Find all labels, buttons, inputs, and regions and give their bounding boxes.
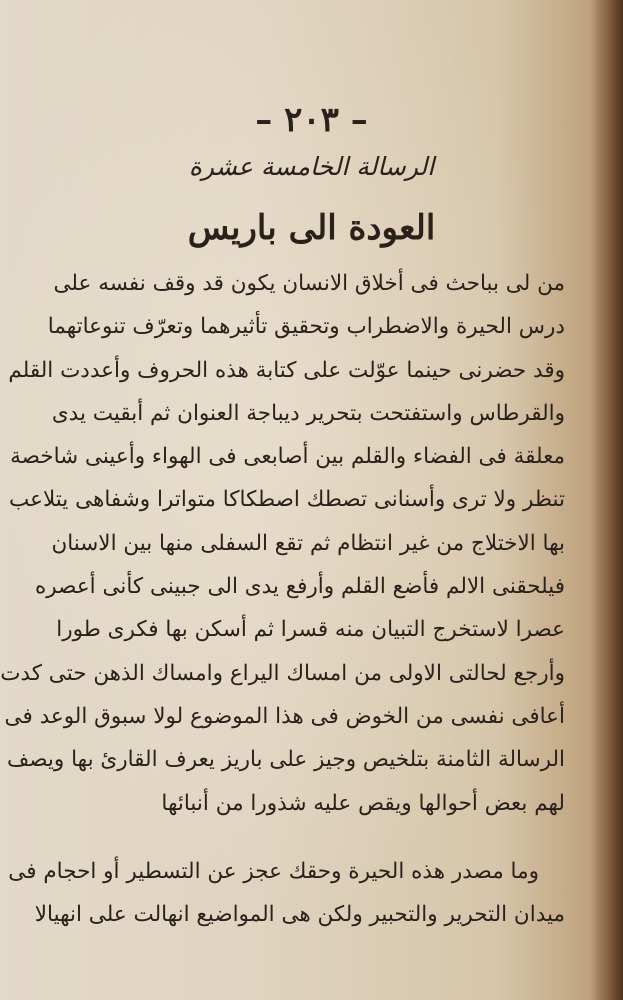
text-line: الرسالة الثامنة بتلخيص وجيز على باريز يعرف القارئ بها ويصف <box>7 747 565 773</box>
text-line: والقرطاس واستفتحت بتحرير ديباجة العنوان ثم أبقيت يدى <box>51 400 565 426</box>
text-line: وقد حضرنى حينما عوّلت على كتابة هذه الحروف وأعددت القلم <box>8 357 565 383</box>
text-line: ميدان التحرير والتحبير ولكن هى المواضيع انهالت على انهيالا <box>34 902 565 928</box>
text-line: أعافى نفسى من الخوض فى هذا الموضوع لولا سبوق الوعد فى <box>4 703 565 729</box>
body-text <box>0 262 565 936</box>
text-line: لهم بعض أحوالها ويقص عليه شذورا من أنبائها <box>161 790 565 816</box>
book-binding-shadow <box>589 0 623 1000</box>
text-line: درس الحيرة والاضطراب وتحقيق تأثيرهما وتعرّف تنوعاتهما <box>47 314 565 340</box>
paragraph-gap <box>70 825 565 850</box>
text-line: من لى بباحث فى أخلاق الانسان يكون قد وقف نفسه على <box>53 271 565 296</box>
letter-subtitle: الرسالة الخامسة عشرة <box>188 152 435 181</box>
chapter-title: العودة الى باريس <box>187 208 436 248</box>
text-line: عصرا لاستخرج التبيان منه قسرا ثم أسكن بها فكرى طورا <box>56 617 565 643</box>
text-line: بها الاختلاج من غير انتظام ثم تقع السفلى منها بين الاسنان <box>51 530 565 556</box>
text-line: وما مصدر هذه الحيرة وحقك عجز عن التسطير أو احجام فى <box>8 858 539 884</box>
page-number: – ٢٠٣ – <box>255 100 368 140</box>
text-line: تنظر ولا ترى وأسنانى تصطك اصطكاكا متواترا وشفاهى يتلاعب <box>9 487 565 513</box>
text-line: فيلحقنى الالم فأضع القلم وأرفع يدى الى جبينى كأنى أعصره <box>35 574 565 600</box>
text-line: وأرجع لحالتى الاولى من امساك اليراع وامساك الذهن حتى كدت <box>0 660 565 686</box>
text-line: معلقة فى الفضاء والقلم بين أصابعى فى الهواء وأعينى شاخصة <box>10 444 565 470</box>
